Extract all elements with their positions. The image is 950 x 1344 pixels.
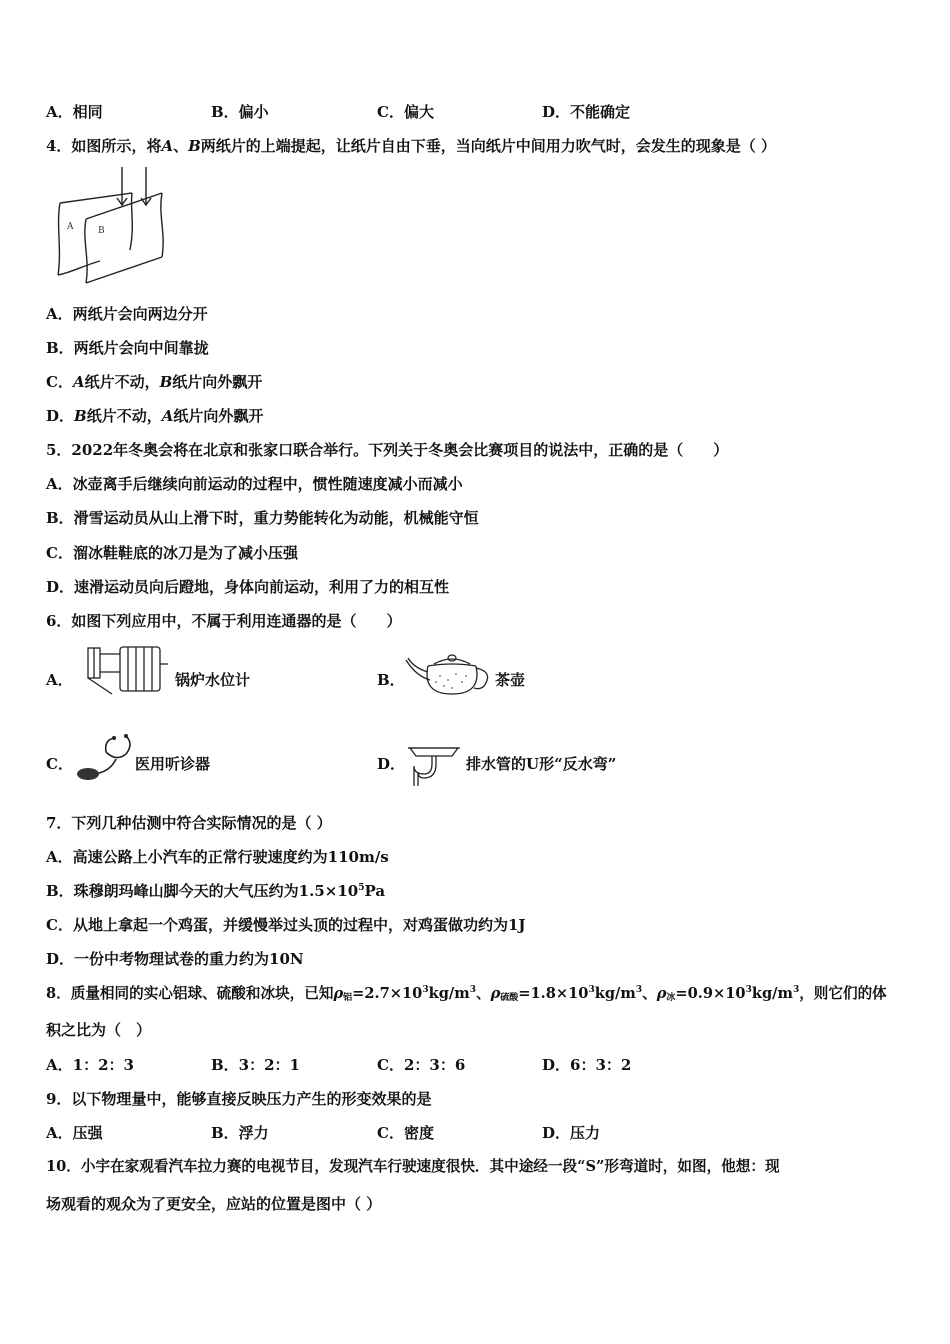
q6-option-c-letter: C． <box>46 755 73 773</box>
drain-trap-figure <box>404 742 464 788</box>
q3-option-a: A．相同 <box>46 103 103 121</box>
q7-option-a: A．高速公路上小汽车的正常行驶速度约为110m/s <box>46 848 389 866</box>
q4-stem: 4．如图所示，将A、B两纸片的上端提起，让纸片自由下垂，当向纸片中间用力吹气时，会发生的现象是（ ） <box>46 137 777 155</box>
q8-option-d: D．6：3：2 <box>542 1056 632 1074</box>
q4-option-c: C．A纸片不动，B纸片向外飘开 <box>46 373 263 391</box>
paper-label-b: B <box>98 226 105 236</box>
q3-option-c: C．偏大 <box>377 103 434 121</box>
paper-strips-figure <box>50 165 175 285</box>
q8-option-c: C．2：3：6 <box>377 1056 466 1074</box>
q3-option-d: D．不能确定 <box>542 103 631 121</box>
q6-stem: 6．如图下列应用中，不属于利用连通器的是（ ） <box>46 612 402 630</box>
q6-option-d-letter: D． <box>377 755 406 773</box>
q6-option-b-text: 茶壶 <box>495 671 526 689</box>
q6-option-c-text: 医用听诊器 <box>135 755 211 773</box>
q9-option-b: B．浮力 <box>211 1124 269 1142</box>
q7-option-c: C．从地上拿起一个鸡蛋，并缓慢举过头顶的过程中，对鸡蛋做功约为1J <box>46 916 526 934</box>
q7-stem: 7．下列几种估测中符合实际情况的是（ ） <box>46 814 332 832</box>
q6-option-b-letter: B． <box>377 671 405 689</box>
q6-option-a-letter: A． <box>46 671 73 689</box>
q9-option-a: A．压强 <box>46 1124 103 1142</box>
q10-stem-line2: 场观看的观众为了更安全，应站的位置是图中（ ） <box>46 1195 382 1213</box>
q7-option-d: D．一份中考物理试卷的重力约为10N <box>46 950 304 968</box>
q4-option-b: B．两纸片会向中间靠拢 <box>46 339 209 357</box>
q5-option-d: D．速滑运动员向后蹬地，身体向前运动，利用了力的相互性 <box>46 578 450 596</box>
boiler-gauge-figure <box>84 644 170 696</box>
q9-stem: 9．以下物理量中，能够直接反映压力产生的形变效果的是 <box>46 1090 432 1108</box>
q7-option-b: B．珠穆朗玛峰山脚今天的大气压约为$1.5\times 10^5Pa$ <box>46 882 386 900</box>
q6-option-a-text: 锅炉水位计 <box>175 671 251 689</box>
q4-option-d: D．B纸片不动，A纸片向外飘开 <box>46 407 264 425</box>
q4-option-a: A．两纸片会向两边分开 <box>46 305 208 323</box>
q8-option-b: B．3：2：1 <box>211 1056 300 1074</box>
q8-stem-line2: 积之比为（ ） <box>46 1021 152 1039</box>
q8-stem-line1: 8．质量相同的实心铝球、硫酸和冰块，已知$\rho_铝=2.7\times 10^3kg/m^3$、$\rho_{硫酸}=1.8\times 10^3kg/m^3$、$\rho_冰=0.9\times 10^3kg/m^3$，则它们的体 <box>46 985 887 1003</box>
q5-option-b: B．滑雪运动员从山上滑下时，重力势能转化为动能，机械能守恒 <box>46 509 479 527</box>
q5-option-c: C．溜冰鞋鞋底的冰刀是为了减小压强 <box>46 544 298 562</box>
q5-stem: 5．2022年冬奥会将在北京和张家口联合举行。下列关于冬奥会比赛项目的说法中，正确的是（ ） <box>46 441 729 459</box>
q9-option-d: D．压力 <box>542 1124 601 1142</box>
teapot-figure <box>404 650 492 698</box>
paper-label-a: A <box>67 222 74 232</box>
q9-option-c: C．密度 <box>377 1124 434 1142</box>
q8-option-a: A．1：2：3 <box>46 1056 134 1074</box>
q6-option-d-text: 排水管的U形“反水弯” <box>466 755 617 773</box>
q3-option-b: B．偏小 <box>211 103 269 121</box>
q5-option-a: A．冰壶离手后继续向前运动的过程中，惯性随速度减小而减小 <box>46 475 463 493</box>
stethoscope-figure <box>74 732 138 784</box>
q10-stem-line1: 10．小宇在家观看汽车拉力赛的电视节目，发现汽车行驶速度很快．其中途经一段“S”形弯道时，如图，他想：现 <box>46 1158 780 1175</box>
